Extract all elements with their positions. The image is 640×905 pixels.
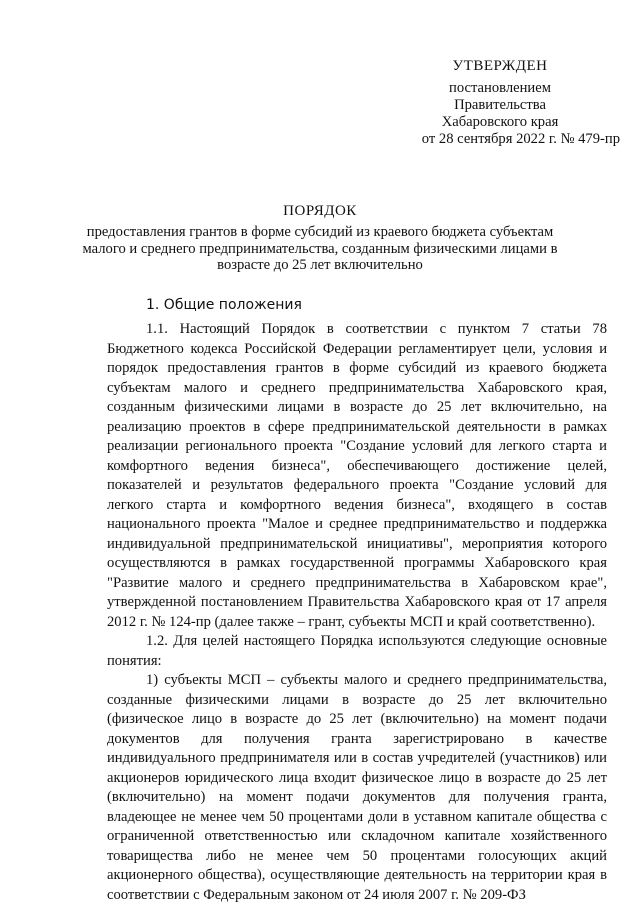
approval-date: от 28 сентября 2022 г. № 479-пр: [421, 131, 620, 147]
approval-line-3: Хабаровского края: [441, 114, 559, 130]
document-body: [107, 320, 607, 905]
document-subtitle: предоставления грантов в форме субсидий из краевого бюджета субъектам малого и среднего предпринимательства, созданным физическими лицами в возрасте до 25 лет включительно: [82, 224, 558, 273]
section-heading: 1. Общие положения: [146, 297, 302, 313]
paragraph-item-1: 1) субъекты МСП – субъекты малого и среднего предпринимательства, созданные физическими лицами в возрасте до 25 лет включительно (физическое лицо в возрасте до 25 лет (включительно) на момент подачи документов для получения гранта зарегистрировано в качестве индивидуального предпринимателя или в состав учредителей (участников) или акционеров юридического лица входит физическое лицо в возрасте до 25 лет (включительно) на момент подачи документов для получения гранта, владеющее не менее чем 50 процентами доли в уставном капитале общества с ограниченной ответственностью или складочном капитале хозяйственного товарищества либо не менее чем 50 процентами голосующих акций акционерного общества), осуществляющие деятельность на территории края в соответствии с Федеральным законом от 24 июля 2007 г. № 209-ФЗ: [107, 672, 607, 903]
approval-block: [380, 56, 620, 148]
paragraph-1-1: 1.1. Настоящий Порядок в соответствии с пунктом 7 статьи 78 Бюджетного кодекса Российской Федерации регламентирует цели, условия и порядок предоставления грантов в форме субсидий из краевого бюджета субъектам малого и среднего предпринимательства Хабаровского края, созданным физическими лицами в возрасте до 25 лет включительно, на реализацию проектов в сфере предпринимательской деятельности в рамках реализации регионального проекта "Создание условий для легкого старта и комфортного ведения бизнеса", обеспечивающего достижение целей, показателей и результатов федерального проекта "Создание условий для легкого старта и комфортного ведения бизнеса", входящего в состав национального проекта "Малое и среднее предпринимательство и поддержка индивидуальной предпринимательской инициативы", мероприятия которого осуществляются в рамках государственной программы Хабаровского края "Развитие малого и среднего предпринимательства в Хабаровском крае", утвержденной постановлением Правительства Хабаровского края от 17 апреля 2012 г. № 124-пр (далее также – грант, субъекты МСП и край соответственно).: [107, 321, 607, 630]
approval-line-2: Правительства: [454, 97, 546, 113]
document-title: ПОРЯДОК: [283, 203, 357, 219]
paragraph-1-2: 1.2. Для целей настоящего Порядка используются следующие основные понятия:: [107, 633, 607, 669]
approval-title: УТВЕРЖДЕН: [452, 58, 548, 74]
approval-line-1: постановлением: [449, 80, 551, 96]
